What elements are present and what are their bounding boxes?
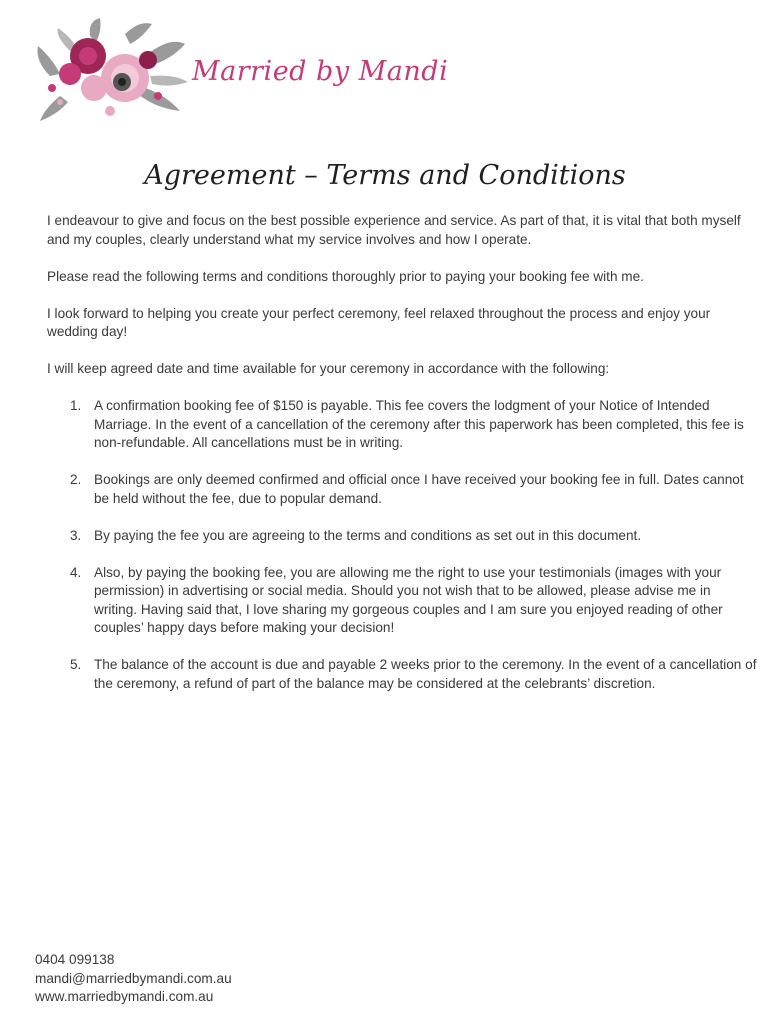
term-number: 4.	[70, 564, 82, 580]
document-body	[47, 212, 757, 712]
intro-paragraph: I endeavour to give and focus on the best possible experience and service. As part of that, it is vital that both myself and my couples, clearly understand what my service involves and how I operate.	[47, 213, 741, 247]
term-item	[47, 471, 757, 508]
term-item	[47, 527, 757, 546]
floral-bouquet-icon	[30, 16, 190, 126]
term-text: The balance of the account is due and payable 2 weeks prior to the ceremony. In the event of a cancellation of the ceremony, a refund of part of the balance may be considered at the celebrants’ discretion.	[94, 657, 757, 691]
term-number: 5.	[70, 657, 82, 672]
term-text: By paying the fee you are agreeing to the terms and conditions as set out in this document.	[94, 527, 642, 543]
term-text: Also, by paying the booking fee, you are allowing me the right to use your testimonials (images with your permission) in advertising or social media. Should you not wish that to be allowed, please advise me in writing. Having said that, I love sharing my gorgeous couples and I am sure you enjoyed reading of other couples’ happy days before making your decision!	[94, 564, 723, 635]
term-number: 2.	[70, 472, 82, 487]
email-address[interactable]: mandi@marriedbymandi.com.au	[35, 970, 232, 986]
terms-list	[47, 397, 757, 693]
contact-footer	[35, 951, 232, 1007]
brand-name: Married by Mandi	[192, 56, 449, 87]
term-item	[47, 397, 757, 453]
term-text: Bookings are only deemed confirmed and official once I have received your booking fee in full. Dates cannot be held without the fee, due to popular demand.	[94, 472, 744, 506]
term-text: A confirmation booking fee of $150 is payable. This fee covers the lodgment of your Notice of Intended Marriage. In the event of a cancellation of the ceremony after this paperwork has been completed, this fee is non-refundable. All cancellations must be in writing.	[94, 398, 744, 450]
phone-number: 0404 099138	[35, 952, 115, 967]
term-number: 3.	[70, 527, 82, 543]
website-link[interactable]: www.marriedbymandi.com.au	[35, 989, 214, 1004]
intro-paragraph: I will keep agreed date and time available for your ceremony in accordance with the following:	[47, 361, 610, 376]
document-title: Agreement – Terms and Conditions	[144, 160, 626, 191]
intro-paragraph: I look forward to helping you create your perfect ceremony, feel relaxed throughout the process and enjoy your wedding day!	[47, 305, 711, 339]
letterhead	[30, 16, 450, 126]
term-item	[47, 564, 757, 638]
term-item	[47, 656, 757, 693]
intro-paragraph: Please read the following terms and conditions thoroughly prior to paying your booking fee with me.	[47, 268, 644, 284]
term-number: 1.	[70, 398, 82, 413]
